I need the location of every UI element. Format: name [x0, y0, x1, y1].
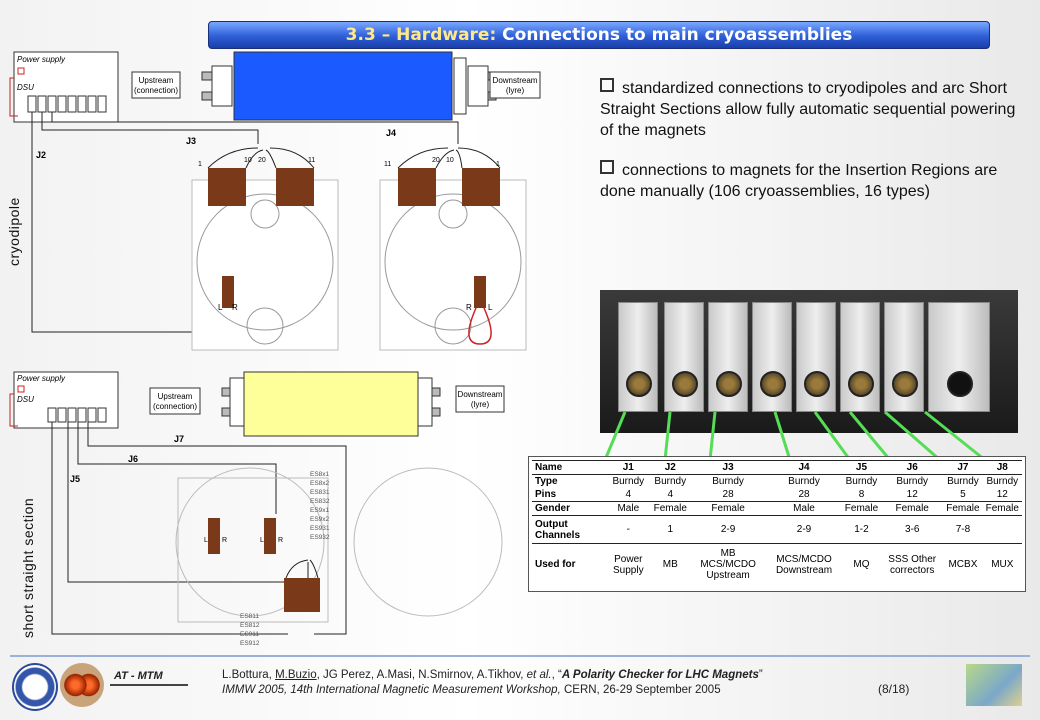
bullet-list: [600, 78, 1020, 221]
title-main: Connections to main cryoassemblies: [502, 25, 853, 45]
es-label-7: ES932: [310, 534, 330, 541]
left-R: R: [232, 303, 238, 312]
es-label-4: ES9x1: [310, 507, 330, 514]
j5-label: J5: [70, 474, 81, 484]
right-L: L: [488, 303, 493, 312]
right-num-10: 10: [446, 157, 454, 164]
bullet-item: connections to magnets for the Insertion Regions are done manually (106 cryoassemblies, 16 types): [600, 162, 998, 200]
table-row: Used for Power Supply MB MB MCS/MCDO Upstream MCS/MCDO Downstream MQ SSS Other correctors MCBX MUX: [532, 544, 1022, 586]
cryodipole-magnet: [202, 52, 496, 120]
right-num-20: 20: [432, 157, 440, 164]
left-L: L: [218, 303, 223, 312]
upstream-sub: (connection): [133, 86, 179, 95]
downstream-sub-2: (lyre): [470, 400, 490, 409]
title-prefix: 3.3 – Hardware:: [345, 25, 497, 45]
lhc-logo: [60, 663, 104, 707]
es-label-5: ES9x2: [310, 516, 330, 523]
checkbox-bullet-icon: [600, 160, 614, 174]
upstream-label-2: Upstream: [157, 392, 193, 401]
cern-logo: [12, 663, 58, 711]
es-label-3: ES832: [310, 498, 330, 505]
sss-cable-bundle: [284, 578, 320, 612]
downstream-label-2: Downstream: [457, 390, 503, 399]
sss-R1: R: [222, 537, 228, 544]
j2-label: J2: [36, 150, 47, 160]
footer-divider: [10, 655, 1030, 657]
sss-L1: L: [204, 537, 208, 544]
svg-text:AT - MTM: AT - MTM: [114, 670, 163, 682]
j3-label: J3: [186, 136, 197, 146]
power-supply-label: Power supply: [17, 55, 66, 64]
es-label-0: ES8x1: [310, 471, 330, 478]
right-R: R: [466, 303, 472, 312]
left-num-20: 20: [258, 157, 266, 164]
right-num-1: 1: [496, 161, 500, 168]
j7-label: J7: [174, 434, 185, 444]
workshop-logo: [966, 664, 1022, 706]
es-lower-2: ES911: [240, 631, 260, 638]
es-label-6: ES931: [310, 525, 330, 532]
cryodipole-side-label: cryodipole: [6, 197, 22, 266]
sss-diagram: [8, 366, 503, 651]
table-row: Gender Male Female Female Male Female Female Female Female: [532, 502, 1022, 516]
j4-label: J4: [386, 128, 397, 138]
downstream-label: Downstream: [492, 76, 538, 85]
upstream-label: Upstream: [138, 76, 174, 85]
dsu-label-2: DSU: [17, 395, 34, 404]
left-num-1: 1: [198, 161, 202, 168]
table-header-row: Name J1 J2 J3 J4 J5 J6 J7 J8: [532, 461, 1022, 475]
bullet-item: standardized connections to cryodipoles and arc Short Straight Sections allow fully automatic sequential powering of the magnets: [600, 80, 1016, 139]
upstream-sub-2: (connection): [152, 402, 198, 411]
power-supply-label-2: Power supply: [17, 374, 66, 383]
cryodipole-diagram: [8, 48, 560, 353]
left-num-10: 10: [244, 157, 252, 164]
table-row: Pins 4 4 28 28 8 12 5 12: [535, 489, 1008, 500]
es-label-1: ES8x2: [310, 480, 330, 487]
slide-title: [208, 21, 990, 49]
es-lower-0: ES811: [240, 613, 260, 620]
table-row: Output Channels - 1 2-9 2-9 1-2 3-6 7-8: [532, 516, 1022, 544]
j6-label: J6: [128, 454, 139, 464]
connector-spec-table: [532, 460, 1022, 586]
sss-side-label: short straight section: [20, 497, 36, 638]
checkbox-bullet-icon: [600, 78, 614, 92]
left-num-11: 11: [308, 157, 316, 164]
sss-R2: R: [278, 537, 284, 544]
downstream-sub: (lyre): [505, 86, 525, 95]
right-num-11: 11: [384, 161, 392, 168]
es-lower-1: ES812: [240, 622, 260, 629]
es-lower-3: ES912: [240, 640, 260, 647]
table-row: Type Burndy Burndy Burndy Burndy Burndy Burndy Burndy Burndy: [532, 475, 1022, 489]
dsu-label: DSU: [17, 83, 34, 92]
at-mtm-logo: [108, 665, 190, 705]
footer-citation: L.Bottura, M.Buzio, JG Perez, A.Masi, N.Smirnov, A.Tikhov, et al., “A Polarity Checker for LHC Magnets” IMMW 2005, 14th International Magnetic Measurement Workshop, CERN, 26-29 September 2005: [222, 669, 763, 696]
sss-L2: L: [260, 537, 264, 544]
sss-magnet: [222, 372, 440, 436]
es-label-2: ES831: [310, 489, 330, 496]
page-number: (8/18): [878, 682, 910, 696]
photo-table-arrows: [560, 410, 1030, 462]
